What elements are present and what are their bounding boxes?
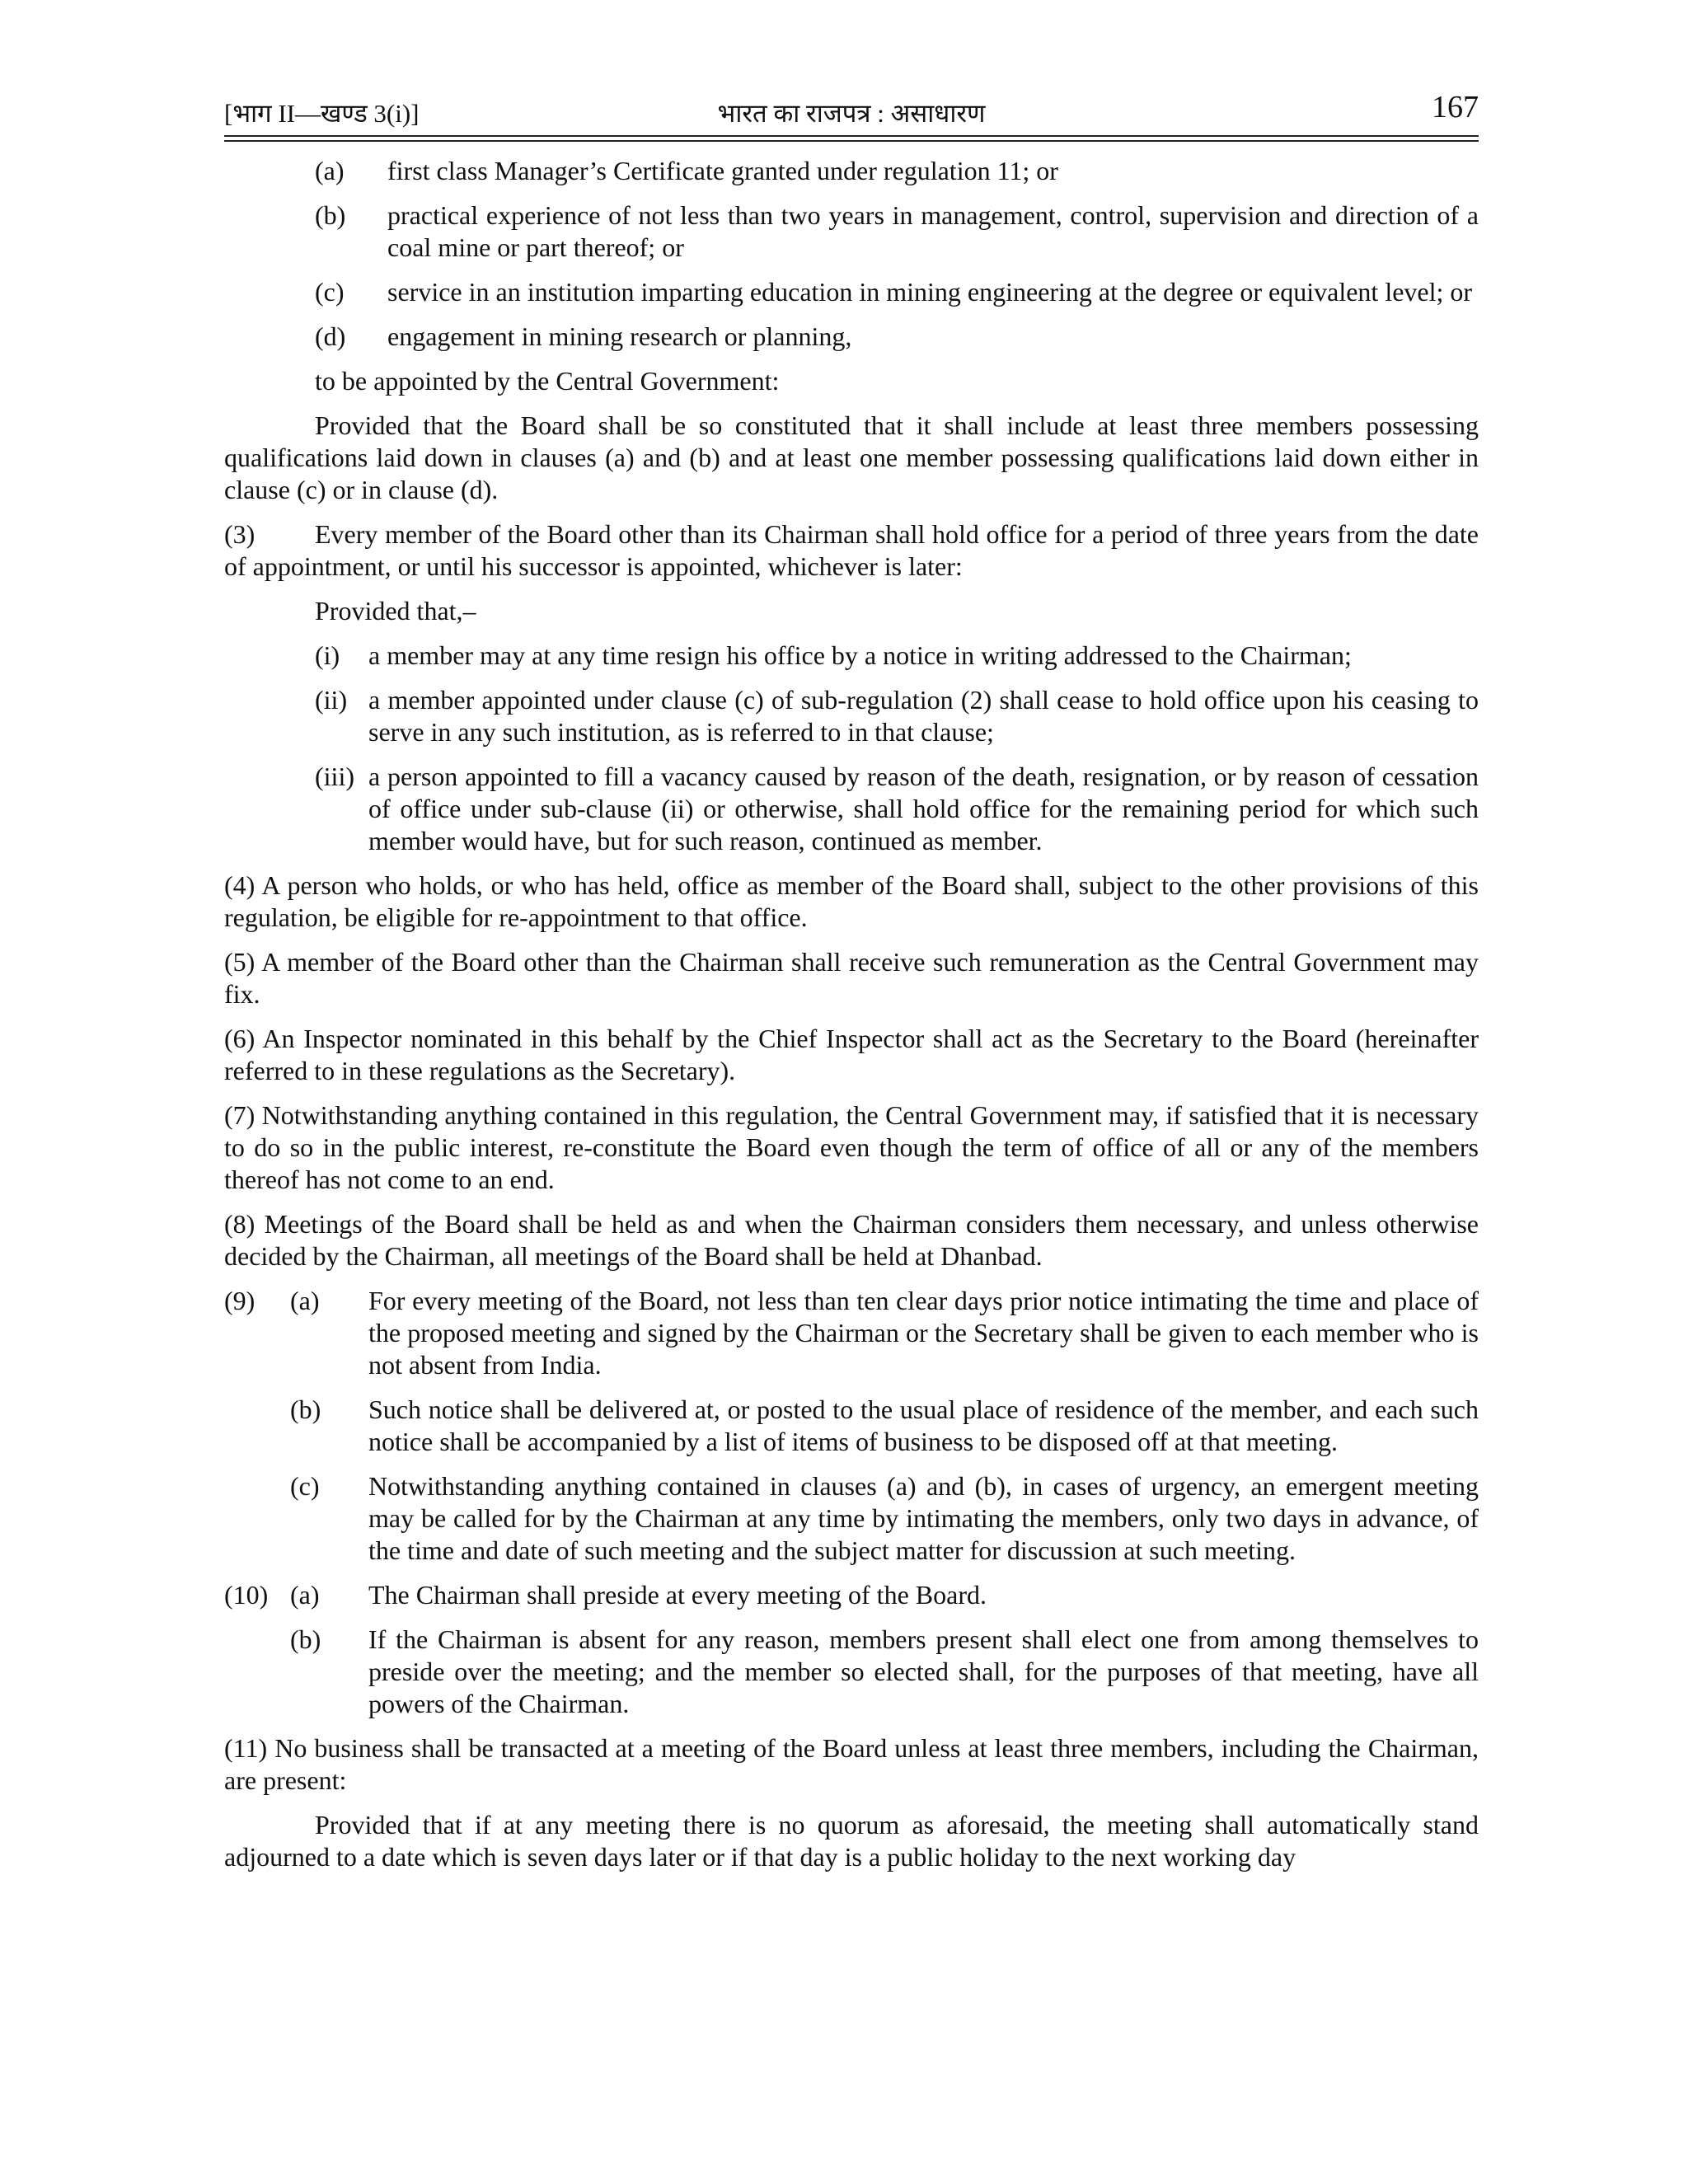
- item-label: (b): [290, 1624, 321, 1654]
- document-body: [224, 155, 1479, 1873]
- proviso-item: [224, 640, 1479, 672]
- sub-regulation-3: [224, 518, 1479, 583]
- item-text: a member may at any time resign his office by a notice in writing addressed to the Chairman;: [368, 640, 1352, 670]
- item-text: a person appointed to fill a vacancy caused by reason of the death, resignation, or by reason of cessation of office under sub-clause (ii) or otherwise, shall hold office for the remaining period for which such member would have, but for such reason, continued as member.: [368, 762, 1479, 855]
- item-text: practical experience of not less than two years in management, control, supervision and direction of a coal mine or part thereof; or: [387, 200, 1479, 262]
- item-text: For every meeting of the Board, not less than ten clear days prior notice intimating the time and place of the proposed meeting and signed by the Chairman or the Secretary shall be given to each member who is not absent from India.: [368, 1286, 1479, 1380]
- qualification-item: [224, 155, 1479, 187]
- item-label: (c): [315, 277, 345, 307]
- item-label: (a): [290, 1580, 320, 1610]
- item-text: first class Manager’s Certificate granted under regulation 11; or: [387, 156, 1058, 185]
- page-header: [224, 91, 1479, 135]
- proviso-item: [224, 684, 1479, 748]
- item-label: (ii): [315, 685, 348, 715]
- sub-regulation-9-item: [224, 1285, 1479, 1381]
- sub-regulation-text: Every member of the Board other than its Chairman shall hold office for a period of three years from the date of appointment, or until his successor is appointed, whichever is later:: [224, 519, 1479, 581]
- item-label: (d): [315, 321, 346, 351]
- header-title: भारत का राजपत्र : असाधारण: [717, 99, 986, 128]
- header-rule-top: [224, 135, 1479, 137]
- sub-regulation-label: (10): [224, 1580, 269, 1610]
- item-label: (b): [290, 1394, 321, 1424]
- sub-regulation-9-item: [224, 1470, 1479, 1567]
- proviso-paragraph: Provided that if at any meeting there is no quorum as aforesaid, the meeting shall automatically stand adjourned to a date which is seven days later or if that day is a public holiday to the next working day: [224, 1810, 1479, 1872]
- item-text: service in an institution imparting education in mining engineering at the degree or equivalent level; or: [387, 277, 1473, 307]
- sub-regulation-7: (7) Notwithstanding anything contained in this regulation, the Central Government may, if satisfied that it is necessary to do so in the public interest, re-constitute the Board even though the term of office of all or any of the members thereof has not come to an end.: [224, 1100, 1479, 1194]
- item-label: (iii): [315, 762, 354, 791]
- sub-regulation-8: (8) Meetings of the Board shall be held as and when the Chairman considers them necessary, and unless otherwise decided by the Chairman, all meetings of the Board shall be held at Dhanbad.: [224, 1209, 1479, 1271]
- sub-regulation-9-item: [224, 1394, 1479, 1458]
- proviso-item: [224, 761, 1479, 857]
- item-label: (b): [315, 200, 346, 230]
- sub-regulation-4: (4) A person who holds, or who has held, office as member of the Board shall, subject to the other provisions of this regulation, be eligible for re-appointment to that office.: [224, 870, 1479, 932]
- item-label: (a): [290, 1286, 320, 1315]
- header-part: [भाग II—खण्ड 3(i)]: [224, 99, 420, 128]
- qualification-item: [224, 321, 1479, 353]
- sub-regulation-6: (6) An Inspector nominated in this behalf by the Chief Inspector shall act as the Secretary to the Board (hereinafter referred to in these regulations as the Secretary).: [224, 1024, 1479, 1085]
- sub-regulation-10-item: [224, 1624, 1479, 1720]
- item-text: Notwithstanding anything contained in clauses (a) and (b), in cases of urgency, an emergent meeting may be called for by the Chairman at any time by intimating the members, only two days in advance, of the time and date of such meeting and the subject matter for discussion at such meeting.: [368, 1471, 1479, 1565]
- proviso-intro: Provided that,–: [315, 596, 476, 626]
- sub-regulation-11: (11) No business shall be transacted at a meeting of the Board unless at least three members, including the Chairman, are present:: [224, 1733, 1479, 1795]
- sub-regulation-5: (5) A member of the Board other than the Chairman shall receive such remuneration as the Central Government may fix.: [224, 947, 1479, 1009]
- item-label: (a): [315, 156, 345, 185]
- gazette-page: [224, 91, 1479, 1886]
- qualification-item: [224, 276, 1479, 308]
- item-text: If the Chairman is absent for any reason, members present shall elect one from among themselves to preside over the meeting; and the member so elected shall, for the purposes of that meeting, have all powers of the Chairman.: [368, 1624, 1479, 1718]
- item-text: a member appointed under clause (c) of sub-regulation (2) shall cease to hold office upon his ceasing to serve in any such institution, as is referred to in that clause;: [368, 685, 1479, 747]
- item-text: engagement in mining research or planning,: [387, 321, 852, 351]
- header-rule-bottom: [224, 140, 1479, 142]
- proviso-paragraph: Provided that the Board shall be so constituted that it shall include at least three members possessing qualifications laid down in clauses (a) and (b) and at least one member possessing qualifications laid down either in clause (c) or in clause (d).: [224, 410, 1479, 504]
- sub-regulation-label: (9): [224, 1286, 256, 1315]
- qualification-item: [224, 199, 1479, 264]
- item-text: Such notice shall be delivered at, or posted to the usual place of residence of the member, and each such notice shall be accompanied by a list of items of business to be disposed off at that meeting.: [368, 1394, 1479, 1456]
- item-text: The Chairman shall preside at every meeting of the Board.: [368, 1580, 987, 1610]
- sub-regulation-10-item: [224, 1579, 1479, 1611]
- item-label: (i): [315, 640, 340, 670]
- sub-regulation-label: (3): [224, 519, 256, 549]
- page-number: 167: [1432, 90, 1479, 124]
- appointed-line: to be appointed by the Central Government:: [315, 366, 780, 396]
- item-label: (c): [290, 1471, 320, 1501]
